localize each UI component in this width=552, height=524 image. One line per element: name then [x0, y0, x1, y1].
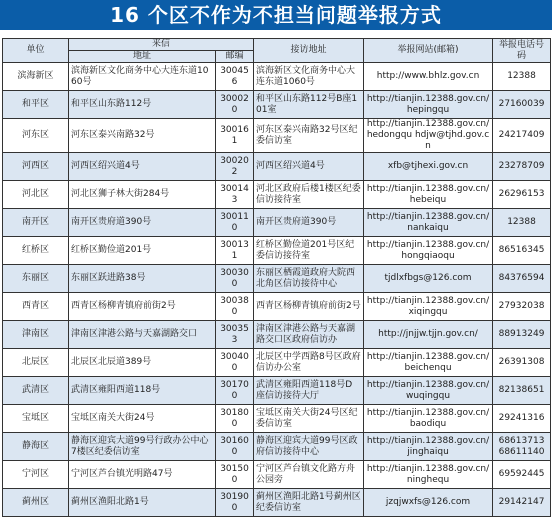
postcode-cell: 301500 — [216, 461, 254, 489]
phone-cell: 29142147 — [493, 489, 551, 517]
col-header-website: 举报网站(邮箱) — [364, 39, 493, 63]
reception-cell: 静海区迎宾大道99号区政府信访接待中心 — [254, 433, 364, 461]
district-cell: 滨海新区 — [3, 63, 69, 91]
reception-cell: 南开区贵府道390号 — [254, 209, 364, 237]
district-cell: 北辰区 — [3, 349, 69, 377]
district-cell: 河西区 — [3, 153, 69, 181]
website-cell: http://tianjin.12388.gov.cn/beichenqu — [364, 349, 493, 377]
postcode-cell: 300456 — [216, 63, 254, 91]
table-row — [3, 377, 551, 405]
website-cell: http://tianjin.12388.gov.cn/nankaiqu — [364, 209, 493, 237]
phone-cell: 27932038 — [493, 293, 551, 321]
address-cell: 宁河区芦台镇光明路47号 — [69, 461, 216, 489]
col-header-postcode: 邮编 — [216, 51, 254, 63]
reception-cell: 津南区津港公路与天嘉湖路交口区政府信访办 — [254, 321, 364, 349]
website-cell: xfb@tjhexi.gov.cn — [364, 153, 493, 181]
district-cell: 静海区 — [3, 433, 69, 461]
address-cell: 河北区狮子林大街284号 — [69, 181, 216, 209]
col-header-district: 单位 — [3, 39, 69, 63]
phone-cell: 26296153 — [493, 181, 551, 209]
postcode-cell: 301900 — [216, 489, 254, 517]
col-header-phone: 举报电话号码 — [493, 39, 551, 63]
table-row — [3, 405, 551, 433]
reception-cell: 河东区泰兴南路32号区纪委信访室 — [254, 119, 364, 153]
table-row — [3, 321, 551, 349]
phone-cell: 84376594 — [493, 265, 551, 293]
col-header-address: 地址 — [69, 51, 216, 63]
phone-cell: 27160039 — [493, 91, 551, 119]
address-cell: 河西区绍兴道4号 — [69, 153, 216, 181]
postcode-cell: 300380 — [216, 293, 254, 321]
address-cell: 宝坻区南关大街24号 — [69, 405, 216, 433]
website-cell: http://www.bhlz.gov.cn — [364, 63, 493, 91]
postcode-cell: 301700 — [216, 377, 254, 405]
district-cell: 河北区 — [3, 181, 69, 209]
table-row — [3, 119, 551, 153]
district-cell: 红桥区 — [3, 237, 69, 265]
table-row — [3, 91, 551, 119]
reception-cell: 红桥区勤俭道201号区纪委信访接待室 — [254, 237, 364, 265]
address-cell: 河东区泰兴南路32号 — [69, 119, 216, 153]
website-cell: http://tianjin.12388.gov.cn/hebeiqu — [364, 181, 493, 209]
header-row — [3, 39, 551, 51]
postcode-cell: 301800 — [216, 405, 254, 433]
district-cell: 津南区 — [3, 321, 69, 349]
table-row — [3, 461, 551, 489]
reception-cell: 西青区杨柳青镇府前街2号 — [254, 293, 364, 321]
reception-cell: 东丽区栖霞道政府大院西北角区信访接待中心 — [254, 265, 364, 293]
address-cell: 西青区杨柳青镇府前街2号 — [69, 293, 216, 321]
website-cell: http://tianjin.12388.gov.cn/ninghequ — [364, 461, 493, 489]
address-cell: 蓟州区渔阳北路1号 — [69, 489, 216, 517]
table-row — [3, 293, 551, 321]
postcode-cell: 300143 — [216, 181, 254, 209]
reception-cell: 河北区政府后楼1楼区纪委信访接待室 — [254, 181, 364, 209]
website-cell: tjdlxfbgs@126.com — [364, 265, 493, 293]
address-cell: 北辰区北辰道389号 — [69, 349, 216, 377]
website-cell: http://tianjin.12388.gov.cn/baodiqu — [364, 405, 493, 433]
phone-cell: 23278709 — [493, 153, 551, 181]
postcode-cell: 300131 — [216, 237, 254, 265]
address-cell: 武清区雍阳西道118号 — [69, 377, 216, 405]
website-cell: http://jnjjw.tjjn.gov.cn/ — [364, 321, 493, 349]
phone-cell: 88913249 — [493, 321, 551, 349]
reception-cell: 和平区山东路112号B座101室 — [254, 91, 364, 119]
postcode-cell: 300110 — [216, 209, 254, 237]
reception-cell: 武清区雍阳西道118号D座信访接待大厅 — [254, 377, 364, 405]
district-cell: 河东区 — [3, 119, 69, 153]
website-cell: http://tianjin.12388.gov.cn/hepingqu — [364, 91, 493, 119]
district-cell: 武清区 — [3, 377, 69, 405]
website-cell: http://tianjin.12388.gov.cn/hedongqu hdjw@tjhd.gov.cn — [364, 119, 493, 153]
table-row — [3, 433, 551, 461]
phone-cell: 29241316 — [493, 405, 551, 433]
phone-cell: 12388 — [493, 209, 551, 237]
postcode-cell: 300300 — [216, 265, 254, 293]
website-cell: http://tianjin.12388.gov.cn/wuqingqu — [364, 377, 493, 405]
postcode-cell: 300161 — [216, 119, 254, 153]
table-body — [3, 63, 551, 517]
page-title: 16 个区不作为不担当问题举报方式 — [0, 0, 552, 30]
reception-cell: 蓟州区渔阳北路1号蓟州区纪委信访室 — [254, 489, 364, 517]
address-cell: 津南区津港公路与天嘉湖路交口 — [69, 321, 216, 349]
website-cell: http://tianjin.12388.gov.cn/jinghaiqu — [364, 433, 493, 461]
reception-cell: 宝坻区南关大街24号区纪委信访室 — [254, 405, 364, 433]
district-cell: 蓟州区 — [3, 489, 69, 517]
contact-table — [2, 38, 551, 517]
district-cell: 南开区 — [3, 209, 69, 237]
district-cell: 东丽区 — [3, 265, 69, 293]
phone-cell: 26391308 — [493, 349, 551, 377]
table-row — [3, 209, 551, 237]
district-cell: 宝坻区 — [3, 405, 69, 433]
district-cell: 和平区 — [3, 91, 69, 119]
col-header-letters: 来信 — [69, 39, 254, 51]
col-header-reception: 接访地址 — [254, 39, 364, 63]
postcode-cell: 301600 — [216, 433, 254, 461]
table-row — [3, 63, 551, 91]
address-cell: 静海区迎宾大道99号行政办公中心7楼区纪委信访室 — [69, 433, 216, 461]
table-row — [3, 237, 551, 265]
phone-cell: 82138651 — [493, 377, 551, 405]
phone-cell: 69592445 — [493, 461, 551, 489]
address-cell: 滨海新区文化商务中心大连东道1060号 — [69, 63, 216, 91]
address-cell: 南开区贵府道390号 — [69, 209, 216, 237]
postcode-cell: 300400 — [216, 349, 254, 377]
website-cell: http://tianjin.12388.gov.cn/xiqingqu — [364, 293, 493, 321]
reception-cell: 滨海新区文化商务中心大连东道1060号 — [254, 63, 364, 91]
phone-cell: 68613713 68611140 — [493, 433, 551, 461]
postcode-cell: 300020 — [216, 91, 254, 119]
postcode-cell: 300202 — [216, 153, 254, 181]
table-row — [3, 153, 551, 181]
website-cell: http://tianjin.12388.gov.cn/hongqiaoqu — [364, 237, 493, 265]
phone-cell: 86516345 — [493, 237, 551, 265]
phone-cell: 12388 — [493, 63, 551, 91]
website-cell: jzqjwxfs@126.com — [364, 489, 493, 517]
district-cell: 宁河区 — [3, 461, 69, 489]
address-cell: 和平区山东路112号 — [69, 91, 216, 119]
table-row — [3, 349, 551, 377]
reception-cell: 宁河区芦台镇文化路方舟公园旁 — [254, 461, 364, 489]
table-row — [3, 265, 551, 293]
reception-cell: 河西区绍兴道4号 — [254, 153, 364, 181]
address-cell: 东丽区跃进路38号 — [69, 265, 216, 293]
table-row — [3, 181, 551, 209]
address-cell: 红桥区勤俭道201号 — [69, 237, 216, 265]
reception-cell: 北辰区中学西路8号区政府信访办公室 — [254, 349, 364, 377]
postcode-cell: 300353 — [216, 321, 254, 349]
table-row — [3, 489, 551, 517]
district-cell: 西青区 — [3, 293, 69, 321]
phone-cell: 24217409 — [493, 119, 551, 153]
